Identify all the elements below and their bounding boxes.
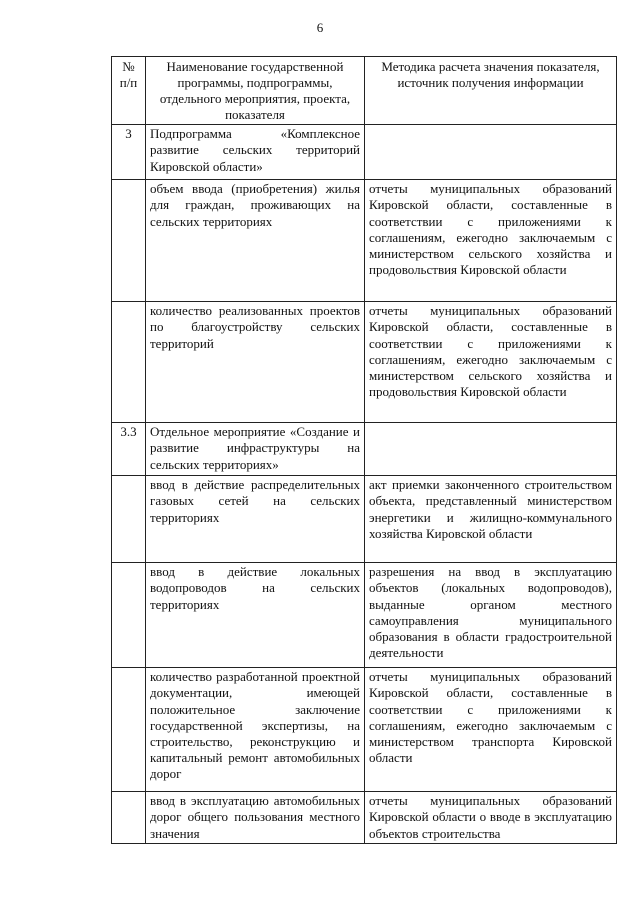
table-row xyxy=(112,180,617,302)
row-method: отчеты муниципальных образований Кировской области о вводе в эксплуатацию объектов строительства xyxy=(365,792,617,843)
row-method: разрешения на ввод в эксплуатацию объектов (локальных водопроводов), выданные органом местного самоуправления муниципального образования в области градостроительной деятельности xyxy=(365,563,617,668)
row-name: количество разработанной проектной документации, имеющей положительное заключение государственной экспертизы, на строительство, реконструкцию и капитальный ремонт автомобильных дорог xyxy=(146,668,365,792)
row-method xyxy=(365,423,617,476)
row-number xyxy=(112,180,146,302)
table-row xyxy=(112,125,617,180)
row-number xyxy=(112,302,146,423)
row-method: отчеты муниципальных образований Кировской области, составленные в соответствии с приложениями к соглашениям, ежегодно заключаемым с министерством транспорта Кировской области xyxy=(365,668,617,792)
table-row xyxy=(112,563,617,668)
row-method: акт приемки законченного строительством объекта, представленный министерством энергетики и жилищно-коммунального хозяйства Кировской области xyxy=(365,476,617,563)
row-name: количество реализованных проектов по благоустройству сельских территорий xyxy=(146,302,365,423)
row-method: отчеты муниципальных образований Кировской области, составленные в соответствии с приложениями к соглашениям, ежегодно заключаемым с министерством сельского хозяйства и продовольствия Кировской области xyxy=(365,180,617,302)
table-row xyxy=(112,792,617,843)
row-name: Отдельное мероприятие «Создание и развитие инфраструктуры на сельских территориях» xyxy=(146,423,365,476)
table-row xyxy=(112,476,617,563)
header-number: № п/п xyxy=(112,57,146,125)
row-name: объем ввода (приобретения) жилья для граждан, проживающих на сельских территориях xyxy=(146,180,365,302)
header-name: Наименование государственной программы, подпрограммы, отдельного мероприятия, проекта, показателя xyxy=(146,57,365,125)
header-method: Методика расчета значения показателя, источник получения информации xyxy=(365,57,617,125)
row-name: Подпрограмма «Комплексное развитие сельских территорий Кировской области» xyxy=(146,125,365,180)
row-name: ввод в эксплуатацию автомобильных дорог общего пользования местного значения xyxy=(146,792,365,843)
table-row xyxy=(112,668,617,792)
row-number: 3 xyxy=(112,125,146,180)
row-name: ввод в действие локальных водопроводов на сельских территориях xyxy=(146,563,365,668)
row-number xyxy=(112,668,146,792)
row-method xyxy=(365,125,617,180)
indicator-methodology-table xyxy=(111,56,617,844)
row-number xyxy=(112,792,146,843)
table-header-row xyxy=(112,57,617,125)
row-name: ввод в действие распределительных газовых сетей на сельских территориях xyxy=(146,476,365,563)
table-row xyxy=(112,423,617,476)
row-number xyxy=(112,563,146,668)
page-number: 6 xyxy=(316,20,324,35)
row-method: отчеты муниципальных образований Кировской области, составленные в соответствии с приложениями к соглашениям, ежегодно заключаемым с министерством сельского хозяйства и продовольствия Кировской области xyxy=(365,302,617,423)
row-number xyxy=(112,476,146,563)
table-row xyxy=(112,302,617,423)
row-number: 3.3 xyxy=(112,423,146,476)
